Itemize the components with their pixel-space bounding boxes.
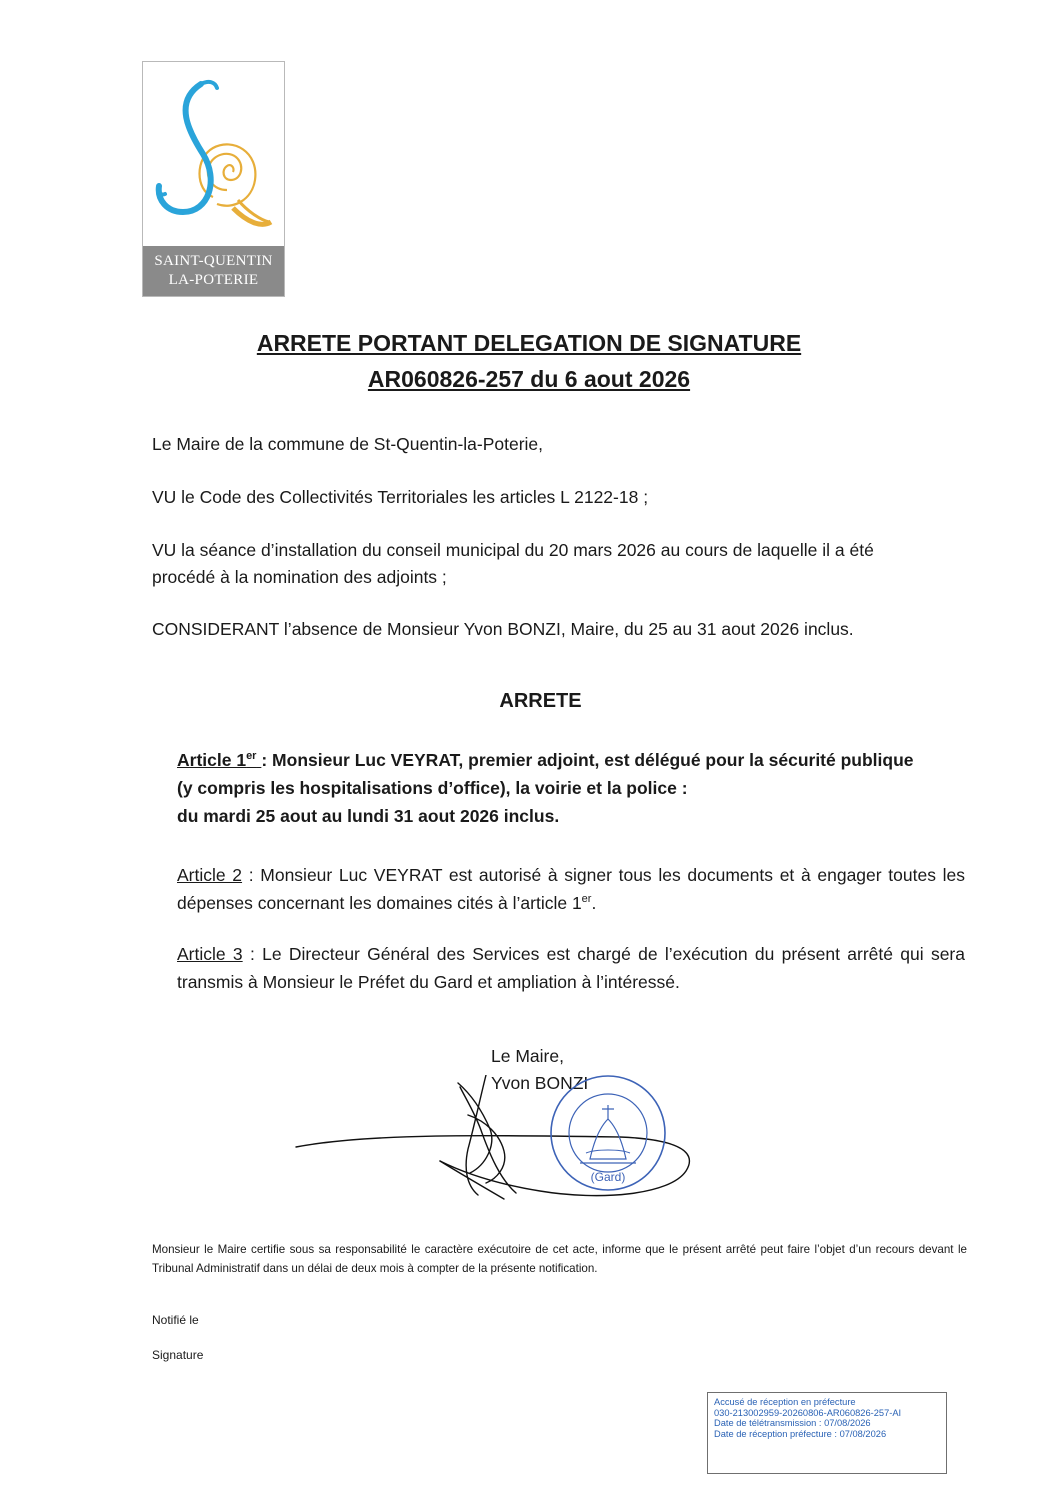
stamp-line-2: 030-213002959-20260806-AR060826-257-AI xyxy=(714,1407,902,1418)
article-1-line-3: du mardi 25 aout au lundi 31 aout 2026 inclus. xyxy=(177,806,560,826)
preamble-seance xyxy=(152,537,952,591)
signature-and-seal xyxy=(290,1075,700,1225)
handwritten-signature xyxy=(296,1075,689,1199)
preamble-seance-line-1: VU la séance d’installation du conseil municipal du 20 mars 2026 au cours de laquelle il a été xyxy=(152,540,874,560)
article-3: Article 3 : Le Directeur Général des Services est chargé de l’exécution du présent arrêté qui sera transmis à Monsieur le Préfet du Gard et ampliation à l’intéressé. xyxy=(177,944,965,992)
preamble-code: VU le Code des Collectivités Territoriales les articles L 2122-18 ; xyxy=(152,487,649,507)
municipality-logo xyxy=(142,61,285,297)
preamble-mayor: Le Maire de la commune de St-Quentin-la-Poterie, xyxy=(152,434,544,454)
article-1-label: Article 1er xyxy=(177,750,257,770)
stamp-line-3: Date de télétransmission : 07/08/2026 xyxy=(714,1418,871,1428)
signatory-name: Yvon BONZI xyxy=(491,1073,589,1093)
article-2-text: Monsieur Luc VEYRAT est autorisé à signer tous les documents et à engager toutes les dépenses concernant les domaines cités à l’article 1 xyxy=(177,865,965,913)
article-1-line-1: Monsieur Luc VEYRAT, premier adjoint, est délégué pour la sécurité publique xyxy=(272,750,914,770)
article-3-text: Le Directeur Général des Services est chargé de l’exécution du présent arrêté qui sera transmis à Monsieur le Préfet du Gard et ampliation à l’intéressé. xyxy=(177,944,965,992)
stamp-line-4: Date de réception préfecture : 07/08/2026 xyxy=(714,1428,887,1439)
signatory-title: Le Maire, xyxy=(491,1046,564,1066)
document-title: ARRETE PORTANT DELEGATION DE SIGNATURE xyxy=(256,330,802,356)
logo-name-band xyxy=(143,246,284,296)
article-2: Article 2 : Monsieur Luc VEYRAT est autorisé à signer tous les documents et à engager toutes les dépenses concernant les domaines cités à l’article 1er. xyxy=(177,865,965,913)
prefecture-receipt-stamp xyxy=(707,1392,947,1474)
preamble-considerant: CONSIDERANT l’absence de Monsieur Yvon BONZI, Maire, du 25 au 31 aout 2026 inclus. xyxy=(152,619,854,639)
seal-dept-text: (Gard) xyxy=(590,1170,626,1184)
sq-monogram-icon xyxy=(143,62,284,246)
preamble-seance-line-2: procédé à la nomination des adjoints ; xyxy=(152,567,447,587)
document-reference: AR060826-257 du 6 aout 2026 xyxy=(367,366,691,392)
article-1: Article 1er : Monsieur Luc VEYRAT, premier adjoint, est délégué pour la sécurité publique (y compris les hospitalisations d’office), la voirie et la police : du mardi 25 aout au lundi 31 aout 2026 inclus. xyxy=(177,746,965,830)
stamp-line-1: Accusé de réception en préfecture xyxy=(714,1397,856,1407)
notifie-label: Notifié le xyxy=(152,1313,199,1327)
article-3-label: Article 3 xyxy=(177,944,243,964)
article-2-label: Article 2 xyxy=(177,865,243,885)
legal-notice: Monsieur le Maire certifie sous sa responsabilité le caractère exécutoire de cet acte, informe que le présent arrêté peut faire l’objet d’un recours devant le Tribunal Administratif dans un délai de deux mois à compter de la présente notification. xyxy=(152,1243,967,1275)
logo-line-1: SAINT-QUENTIN xyxy=(154,253,273,269)
article-1-line-2: (y compris les hospitalisations d’office), la voirie et la police : xyxy=(177,778,688,798)
signature-label: Signature xyxy=(152,1348,204,1362)
logo-line-2: LA-POTERIE xyxy=(168,272,259,288)
arrete-heading: ARRETE xyxy=(499,690,582,712)
